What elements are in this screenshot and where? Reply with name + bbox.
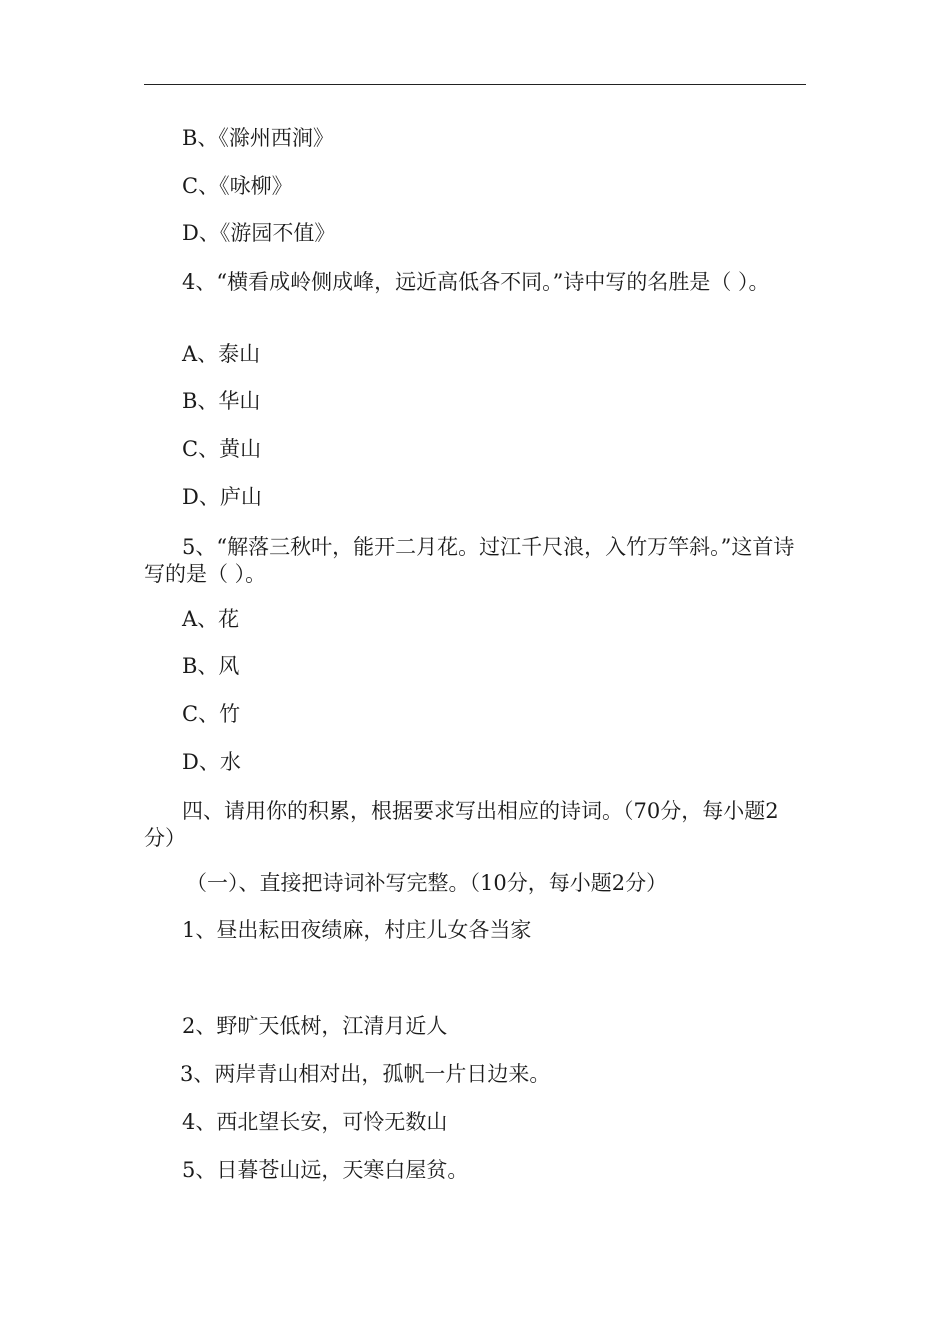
poem-item: 1、昼出耘田夜绩麻，村庄儿女各当家: [182, 918, 532, 942]
option-b: B、风: [182, 654, 240, 678]
option-c: C、《咏柳》: [182, 174, 293, 198]
poem-item: 4、西北望长安，可怜无数山: [182, 1110, 448, 1134]
subsection-1-title: （一）、直接把诗词补写完整。（10分，每小题2分）: [186, 871, 668, 895]
poem-item: 5、日暮苍山远，天寒白屋贫。: [182, 1158, 469, 1182]
option-d: D、《游园不值》: [182, 221, 336, 245]
poem-item: 3、两岸青山相对出，孤帆一片日边来。: [180, 1062, 551, 1086]
option-c: C、竹: [182, 702, 241, 726]
poem-item: 2、野旷天低树，江清月近人: [182, 1014, 448, 1038]
option-a: A、泰山: [182, 342, 261, 366]
question-4-text: 4、“横看成岭侧成峰，远近高低各不同。”诗中写的名胜是（ ）。: [182, 270, 770, 294]
section-4-title: 四、请用你的积累，根据要求写出相应的诗词。（70分，每小题2分）: [144, 799, 779, 850]
option-c: C、黄山: [182, 437, 262, 461]
question-5-text: 5、“解落三秋叶，能开二月花。过江千尺浪，入竹万竿斜。”这首诗写的是（ ）。: [144, 535, 795, 586]
option-d: D、水: [182, 750, 241, 774]
option-d: D、庐山: [182, 485, 262, 509]
option-a: A、花: [182, 607, 240, 631]
option-b: B、《滁州西涧》: [182, 126, 334, 150]
header-rule: [144, 84, 806, 85]
option-b: B、华山: [182, 389, 261, 413]
